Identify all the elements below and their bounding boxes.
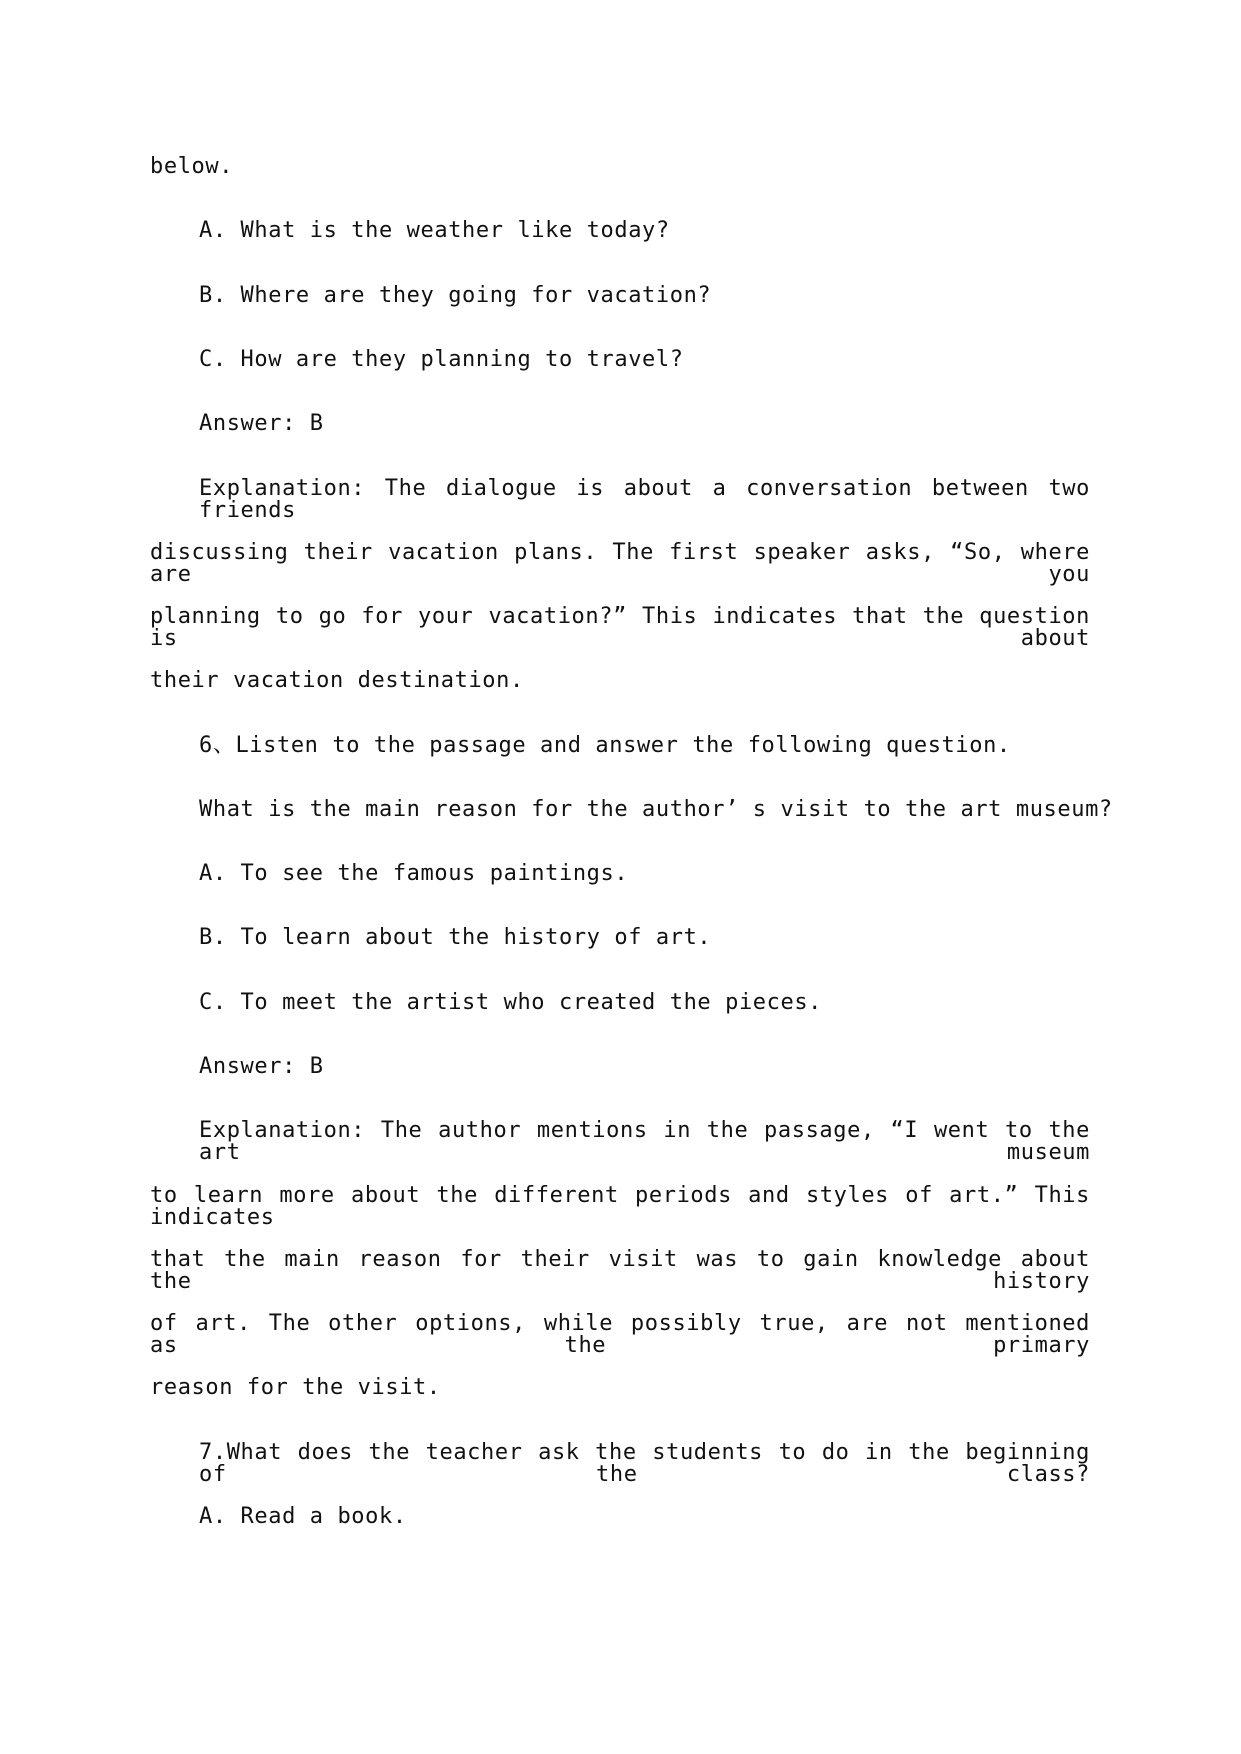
explanation-line: to learn more about the different periods and styles of art.” This indicates [150,1183,1090,1230]
question-text: What is the main reason for the author’ s visit to the art museum? [199,797,1113,822]
explanation-line: their vacation destination. [150,668,524,693]
text-line: below. [150,154,234,179]
explanation-line: discussing their vacation plans. The first speaker asks, “So, where are you [150,540,1090,587]
explanation-line: Explanation: The author mentions in the passage, “I went to the art museum [199,1118,1090,1165]
option-c: C. To meet the artist who created the pieces. [199,990,823,1015]
answer: Answer: B [199,411,324,436]
option-a: A. Read a book. [199,1504,407,1529]
option-b: B. Where are they going for vacation? [199,283,712,308]
question-heading: 6、Listen to the passage and answer the following question. [199,733,1011,758]
answer: Answer: B [199,1054,324,1079]
option-b: B. To learn about the history of art. [199,925,712,950]
explanation-line: of art. The other options, while possibly true, are not mentioned as the primary [150,1311,1090,1358]
explanation-line: that the main reason for their visit was to gain knowledge about the history [150,1247,1090,1294]
explanation-line: Explanation: The dialogue is about a conversation between two friends [199,476,1090,523]
option-a: A. What is the weather like today? [199,218,670,243]
option-a: A. To see the famous paintings. [199,861,629,886]
explanation-line: planning to go for your vacation?” This indicates that the question is about [150,604,1090,651]
explanation-line: reason for the visit. [150,1375,441,1400]
question-text: 7.What does the teacher ask the students to do in the beginning of the class? [199,1440,1090,1487]
option-c: C. How are they planning to travel? [199,347,684,372]
